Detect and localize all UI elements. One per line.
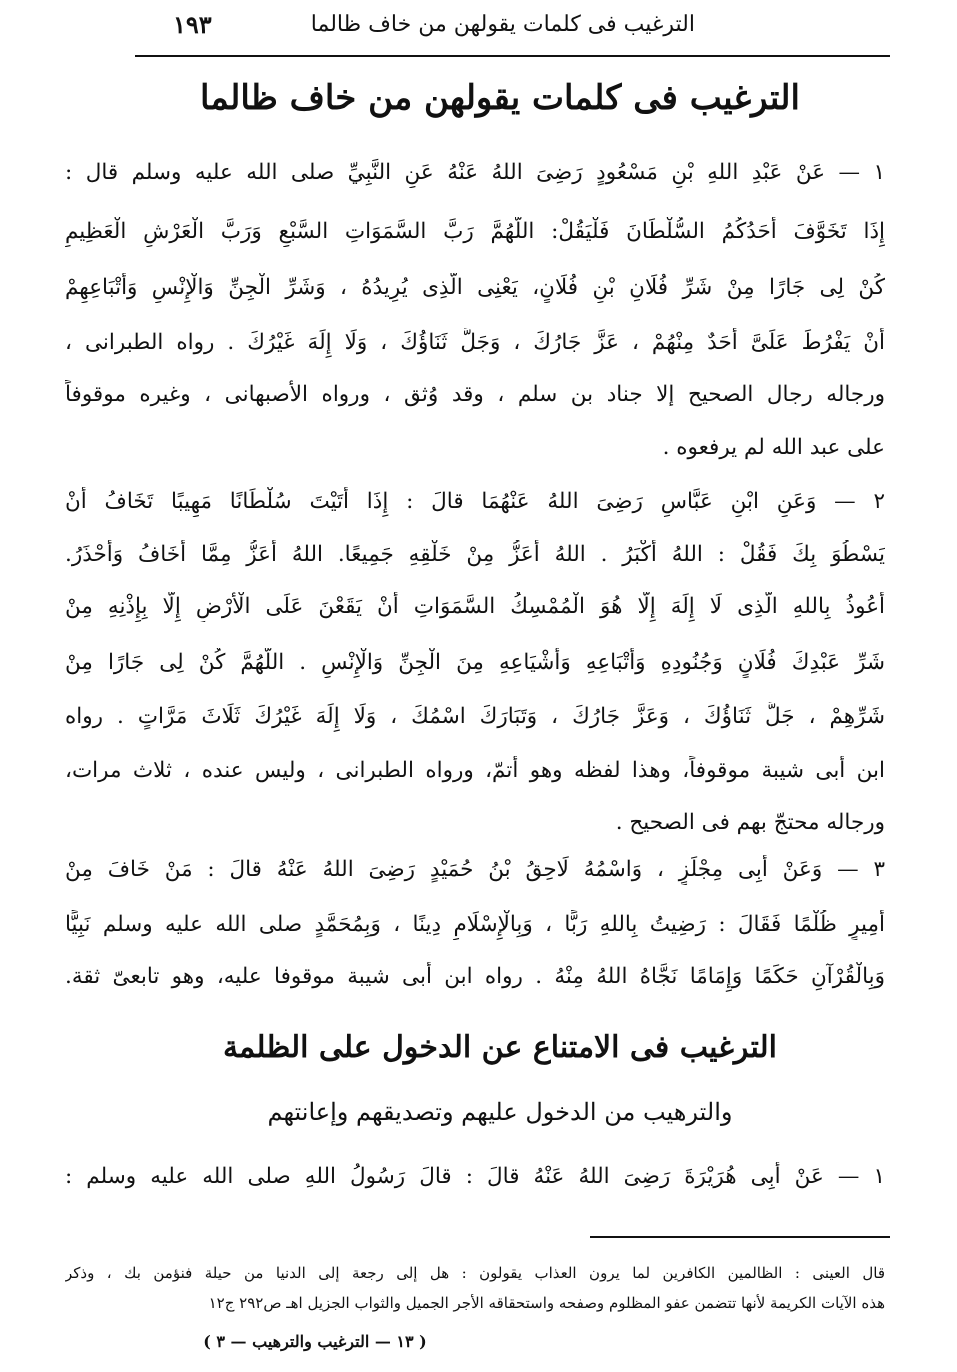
footnote-line: قال العينى : الظالمين الكافرين لما يرون العذاب يقولون : هل إلى رجعة إلى الدنيا من حيلة فنؤمن بك ، وذكر <box>65 1264 885 1282</box>
text-line: وَبِالْقُرْآنِ حَكَمًا وَإِمَامًا نَجَّاهُ اللهُ مِنْهُ . رواه ابن أبى شيبة موقوفا عليه، وهو تابعىّ ثقة. <box>65 964 885 989</box>
text-line: ١ — عَنْ أَبِى هُرَيْرَةَ رَضِىَ اللهُ عَنْهُ قالَ : قالَ رَسُولُ اللهِ صلى الله عليه وسلم : <box>65 1164 885 1189</box>
text-line: أَمِيرٍ ظُلْمًا فَقَالَ : رَضِيتُ بِاللهِ رَبًّا ، وَبِالْإِسْلَامِ دِينًا ، وَبِمُحَمَّدٍ صلى الله عليه وسلم نَبِيًّا <box>65 912 885 937</box>
text-line: على عبد الله لم يرفعوه . <box>662 435 885 460</box>
text-line: أَنْ يَفْرُطَ عَلَىَّ أَحَدٌ مِنْهُمْ ، عَزَّ جَارُكَ ، وَجَلَّ ثَنَاؤُكَ ، وَلَا إِلَهَ غَيْرُكَ . رواه الطبرانى ، <box>65 330 885 355</box>
text-line: ورجاله محتجّ بهم فى الصحيح . <box>615 810 885 835</box>
header-rule <box>135 55 890 57</box>
signature-mark: ( ١٣ — الترغيب والترهيب — ٣ ) <box>203 1332 427 1351</box>
text-line: شَرِّ عَبْدِكَ فُلَانٍ وَجُنُودِهِ وَأَتْبَاعِهِ وَأَشْيَاعِهِ مِنَ الْجِنِّ وَالْإِنْسِ . اللَّهُمَّ كُنْ لِى جَارًا مِنْ <box>65 650 885 675</box>
text-line: ٢ — وَعَنِ ابْنِ عَبَّاسٍ رَضِىَ اللهُ عَنْهُمَا قالَ : إِذَا أَتَيْتَ سُلْطَانًا مَهِيبًا تَخَافُ أَنْ <box>65 489 885 514</box>
text-line: كُنْ لِى جَارًا مِنْ شَرِّ فُلَانِ بْنِ فُلَانٍ، يَعْنِى الَّذِى يُرِيدُهُ ، وَشَرِّ الْجِنِّ وَالْإِنْسِ وَأَتْبَاعِهِمْ <box>65 275 885 300</box>
text-line: ابن أبى شيبة موقوفاً، وهذا لفظه وهو أتمّ، ورواه الطبرانى ، وليس عنده ، ثلاث مرات، <box>65 758 885 783</box>
section-heading-1: الترغيب فى كلمات يقولهن من خاف ظالما <box>200 78 800 118</box>
running-title: الترغيب فى كلمات يقولهن من خاف ظالما <box>310 12 695 37</box>
footnote-line: هذه الآيات الكريمة لأنها تتضمن عفو المظلوم وصفحه واستحقاقه الأجر الجميل والثواب الجزيل اهـ ص٢٩٢ ج١٢ <box>208 1294 885 1312</box>
text-line: إِذَا تَخَوَّفَ أَحَدُكُمُ السُّلْطَانَ فَلْيَقُلْ: اللَّهُمَّ رَبَّ السَّمَوَاتِ السَّبْعِ وَرَبَّ الْعَرْشِ الْعَظِيمِ <box>65 219 885 244</box>
text-line: يَسْطُوَ بِكَ فَقُلْ : اللهُ أَكْبَرُ . اللهُ أَعَزُّ مِنْ خَلْقِهِ جَمِيعًا. اللهُ أَعَزُّ مِمَّا أَخَافُ وَأَحْذَرُ. <box>65 542 885 567</box>
text-line: ورجاله رجال الصحيح إلا جناد بن سلم ، وقد وُثق ، ورواه الأصبهانى ، وغيره موقوفاً <box>65 382 885 407</box>
text-line: ٣ — وَعَنْ أَبِى مِجْلَزٍ ، وَاسْمُهُ لَاحِقُ بْنُ حُمَيْدٍ رَضِىَ اللهُ عَنْهُ قالَ : مَنْ خَافَ مِنْ <box>65 857 885 882</box>
text-line: أَعُوذُ بِاللهِ الَّذِى لَا إِلَهَ إِلَّا هُوَ الْمُمْسِكُ السَّمَوَاتِ أَنْ يَقَعْنَ عَلَى الْأَرْضِ إِلَّا بِإِذْنِهِ مِنْ <box>65 594 885 619</box>
section-subheading-2: والترهيب من الدخول عليهم وتصديقهم وإعانتهم <box>267 1098 733 1126</box>
text-line: شَرِّهِمْ ، جَلَّ ثَنَاؤُكَ ، وَعَزَّ جَارُكَ ، وَتَبَارَكَ اسْمُكَ ، وَلَا إِلَهَ غَيْرُكَ ثَلَاثَ مَرَّاتٍ . رواه <box>65 704 885 729</box>
section-heading-2: الترغيب فى الامتناع عن الدخول على الظلمة <box>222 1030 778 1065</box>
page-number: ١٩٣ <box>173 10 212 39</box>
footnote-rule <box>590 1236 890 1238</box>
running-header <box>135 6 885 46</box>
text-line: ١ — عَنْ عَبْدِ اللهِ بْنِ مَسْعُودٍ رَضِىَ اللهُ عَنْهُ عَنِ النَّبِيِّ صلى الله عليه وسلم قال : <box>65 160 885 185</box>
